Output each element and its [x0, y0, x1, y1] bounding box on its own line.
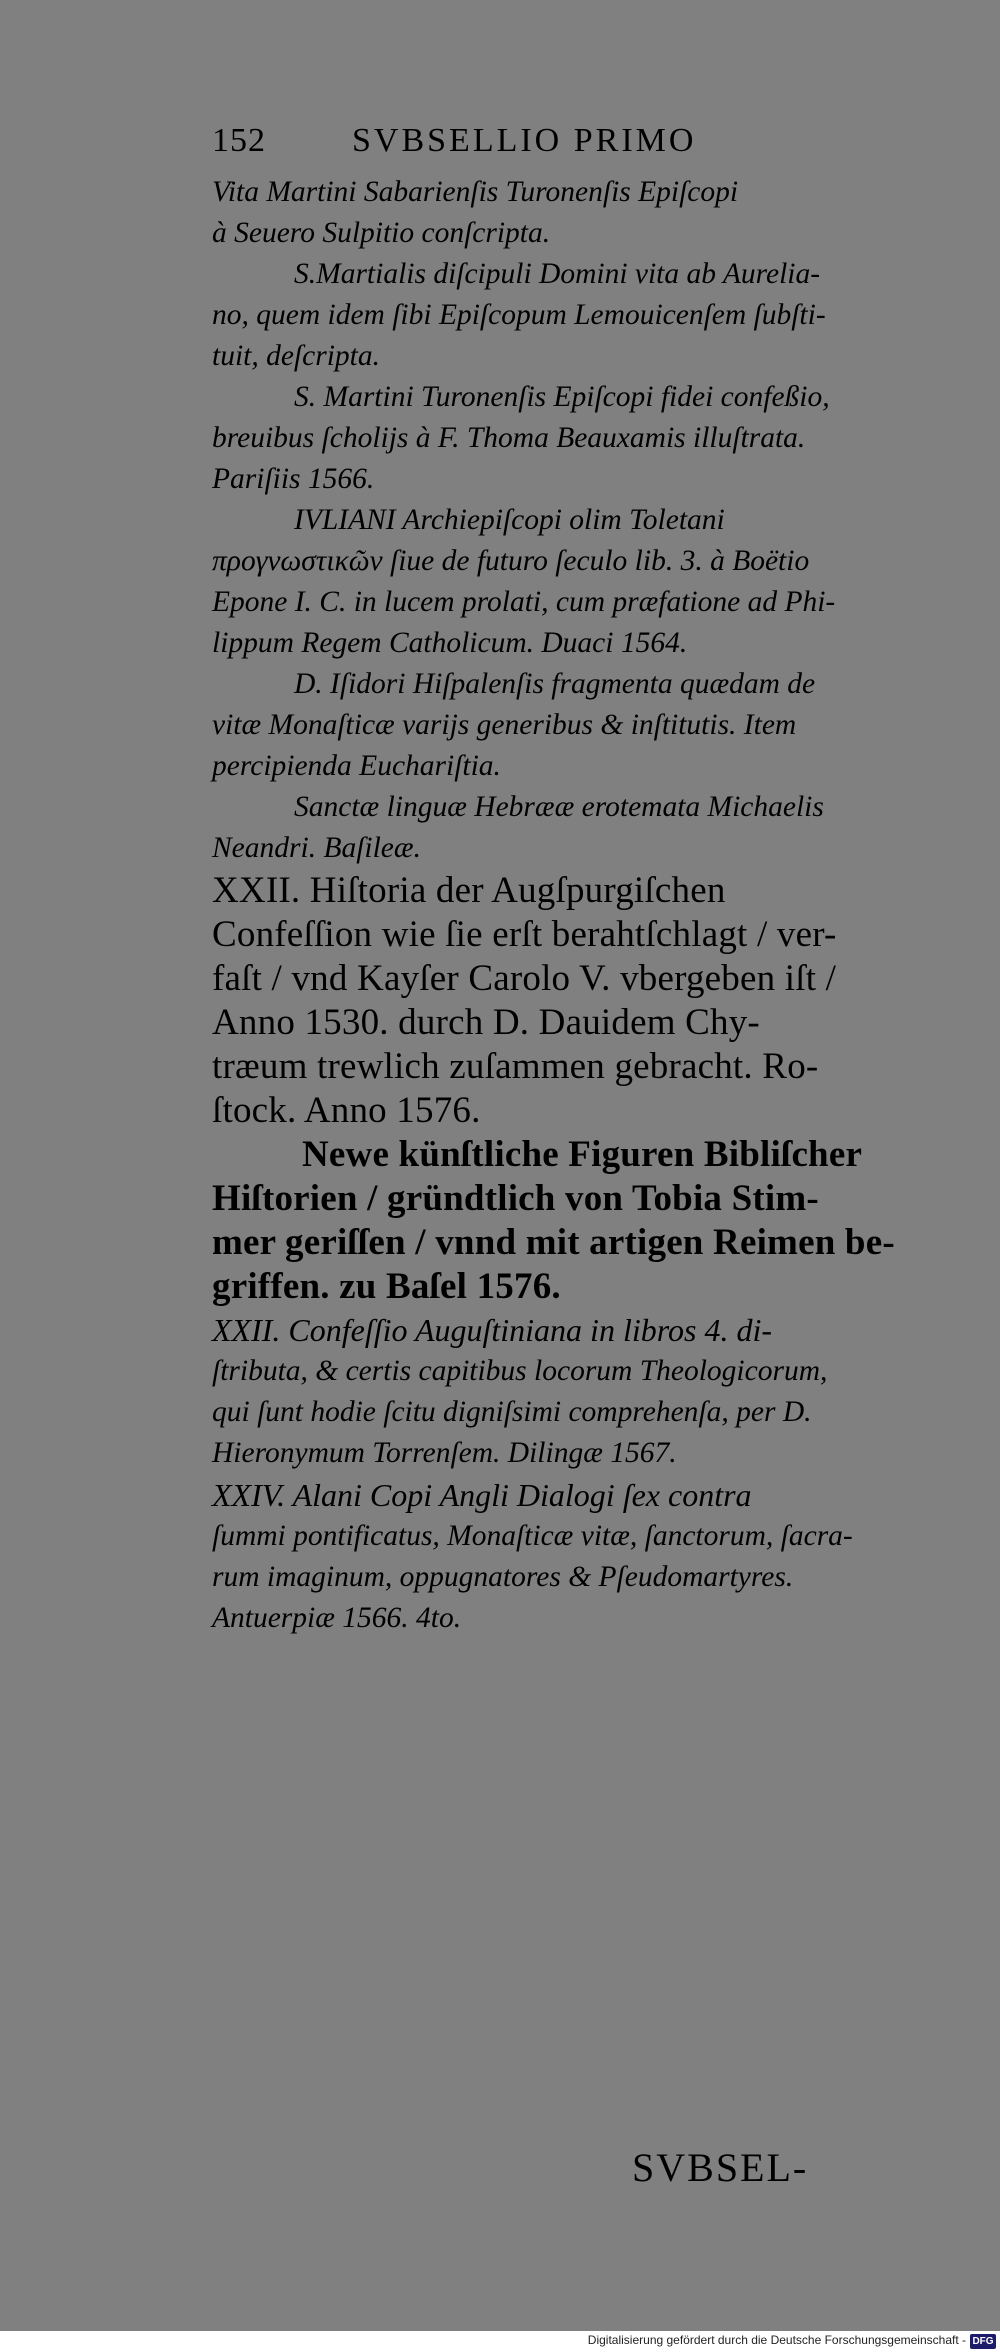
- text-line: no, quem idem ſibi Epiſcopum Lemouicenſem ſubſti-: [212, 299, 826, 331]
- text-line: træum trewlich zuſammen gebracht. Ro-: [212, 1046, 819, 1087]
- text-line: Antuerpiæ 1566. 4to.: [212, 1602, 462, 1634]
- text-line: XXII. Confeſſio Auguſtiniana in libros 4. di-: [212, 1312, 772, 1348]
- text-line: S. Martini Turonenſis Epiſcopi fidei confeßio,: [294, 381, 830, 413]
- text-line: griffen. zu Baſel 1576.: [212, 1266, 561, 1307]
- text-line: προγνωστικῶν ſiue de futuro ſeculo lib. 3. à Boëtio: [212, 545, 810, 577]
- text-line: Epone I. C. in lucem prolati, cum præfatione ad Phi-: [212, 586, 836, 618]
- running-head: SVBSELLIO PRIMO: [352, 122, 697, 159]
- text-line: Neandri. Baſileæ.: [212, 832, 421, 864]
- text-line: XXIV. Alani Copi Angli Dialogi ſex contra: [212, 1477, 752, 1513]
- dfg-logo: DFG: [970, 2334, 996, 2349]
- catchword: SVBSEL-: [632, 2145, 809, 2190]
- text-line: ſtock. Anno 1576.: [212, 1090, 481, 1131]
- text-line: Anno 1530. durch D. Dauidem Chy-: [212, 1002, 760, 1043]
- text-line: Hiſtorien / gründtlich von Tobia Stim-: [212, 1178, 819, 1219]
- text-line: Vita Martini Sabarienſis Turonenſis Epiſcopi: [212, 176, 739, 208]
- text-line: mer geriſſen / vnnd mit artigen Reimen be-: [212, 1222, 895, 1263]
- text-line: rum imaginum, oppugnatores & Pſeudomartyres.: [212, 1561, 794, 1593]
- text-line: D. Iſidori Hiſpalenſis fragmenta quædam de: [294, 668, 816, 700]
- text-line: Confeſſion wie ſie erſt berahtſchlagt / ver-: [212, 914, 837, 955]
- text-line: Sanctæ linguæ Hebrææ erotemata Michaelis: [294, 791, 824, 823]
- text-line: S.Martialis diſcipuli Domini vita ab Aurelia-: [294, 258, 821, 290]
- footer-text: Digitalisierung gefördert durch die Deutsche Forschungsgemeinschaft -: [587, 2333, 966, 2347]
- text-line: Newe künſtliche Figuren Bibliſcher: [302, 1134, 863, 1175]
- text-line: Pariſiis 1566.: [212, 463, 375, 495]
- text-line: lippum Regem Catholicum. Duaci 1564.: [212, 627, 688, 659]
- page-number: 152: [212, 122, 266, 159]
- funding-footer: [0, 2331, 1000, 2352]
- text-line: percipienda Euchariſtia.: [212, 750, 501, 782]
- text-line: breuibus ſcholijs à F. Thoma Beauxamis illuſtrata.: [212, 422, 806, 454]
- text-line: XXII. Hiſtoria der Augſpurgiſchen: [212, 870, 726, 911]
- text-line: ſtributa, & certis capitibus locorum Theologicorum,: [212, 1355, 828, 1387]
- text-line: tuit, deſcripta.: [212, 340, 380, 372]
- text-line: ſummi pontificatus, Monaſticæ vitæ, ſanctorum, ſacra-: [212, 1520, 853, 1552]
- text-line: à Seuero Sulpitio conſcripta.: [212, 217, 551, 249]
- text-line: faſt / vnd Kayſer Carolo V. vbergeben iſt /: [212, 958, 837, 999]
- text-line: qui ſunt hodie ſcitu digniſsimi comprehenſa, per D.: [212, 1396, 812, 1428]
- page-header: [212, 122, 912, 172]
- text-body: [212, 172, 895, 1639]
- text-line: IVLIANI Archiepiſcopi olim Toletani: [294, 504, 725, 536]
- text-line: Hieronymum Torrenſem. Dilingæ 1567.: [212, 1437, 677, 1469]
- text-line: vitæ Monaſticæ varijs generibus & inſtitutis. Item: [212, 709, 797, 741]
